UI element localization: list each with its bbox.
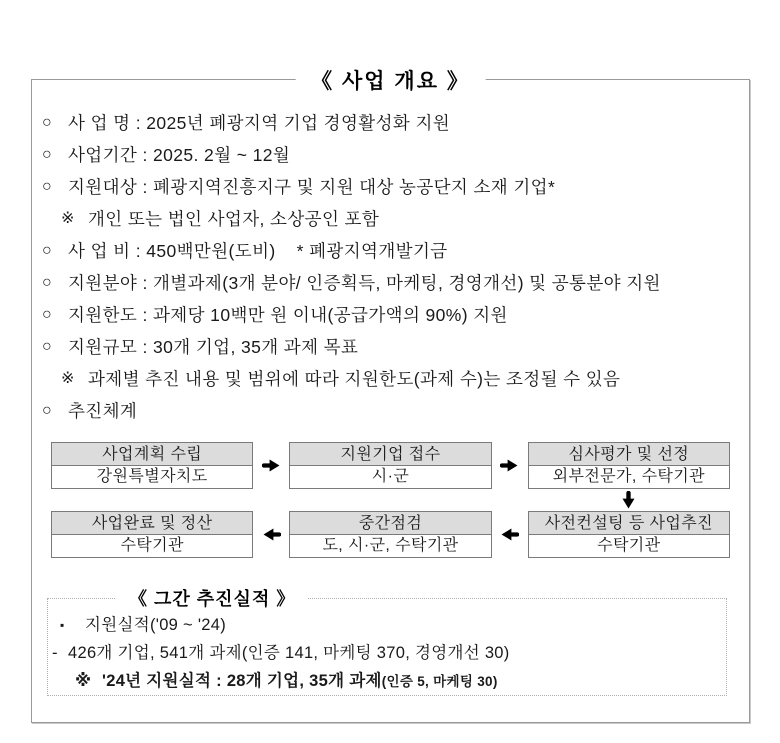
circle-bullet: ○	[42, 242, 53, 259]
flow-step-title: 중간점검	[290, 512, 490, 535]
overview-list	[32, 80, 749, 427]
arrow-left-icon	[492, 527, 528, 542]
flow-step-settle	[51, 511, 253, 558]
overview-frame	[31, 70, 750, 723]
circle-bullet: ○	[42, 338, 53, 355]
flow-step-title: 심사평가 및 선정	[529, 443, 729, 466]
flow-step-actor: 외부전문가, 수탁기관	[552, 468, 706, 485]
flow-step-plan	[51, 442, 253, 489]
arrow-down-icon	[528, 493, 730, 508]
flow-step-midcheck	[289, 511, 491, 558]
history-line	[48, 611, 718, 639]
item-text: 지원분야 : 개별과제(3개 분야/ 인증획득, 마케팅, 경영개선) 및 공통분야 지원	[68, 273, 661, 293]
circle-bullet: ○	[42, 146, 53, 163]
history-box	[47, 589, 727, 696]
list-item	[42, 267, 741, 299]
list-item	[42, 299, 741, 331]
flow-step-actor: 수탁기관	[597, 537, 661, 554]
reference-mark: ※	[75, 672, 92, 690]
list-item	[42, 395, 741, 427]
list-item	[42, 139, 741, 171]
item-text: 과제별 추진 내용 및 범위에 따라 지원한도(과제 수)는 조정될 수 있음	[88, 369, 621, 389]
item-text: 지원대상 : 폐광지역진흥지구 및 지원 대상 농공단지 소재 기업*	[68, 177, 556, 197]
history-text-bold: '24년 지원실적 : 28개 기업, 35개 과제	[102, 672, 382, 690]
square-bullet: ▪	[60, 618, 65, 632]
item-text: 추진체계	[68, 401, 138, 421]
flow-row-1	[51, 442, 730, 489]
process-flowchart	[51, 442, 730, 558]
arrow-left-icon	[253, 527, 289, 542]
history-line	[48, 667, 718, 696]
flow-connector-row	[51, 489, 730, 511]
list-item	[42, 331, 741, 363]
list-subitem	[42, 203, 741, 235]
dash-bullet: -	[52, 644, 58, 662]
history-line	[48, 639, 718, 667]
page-title: 《 사업 개요 》	[295, 65, 486, 95]
list-item	[42, 107, 741, 139]
circle-bullet: ○	[42, 274, 53, 291]
flow-step-actor: 시·군	[371, 468, 410, 485]
history-text: 426개 기업, 541개 과제(인증 141, 마케팅 370, 경영개선 30)	[68, 644, 510, 662]
history-text: 지원실적('09 ~ '24)	[85, 616, 227, 634]
circle-bullet: ○	[42, 306, 53, 323]
arrow-right-icon	[253, 458, 289, 473]
item-text: 사업기간 : 2025. 2월 ~ 12월	[68, 145, 291, 165]
arrow-right-icon	[492, 458, 528, 473]
history-title: 《 그간 추진실적 》	[116, 585, 308, 611]
circle-bullet: ○	[42, 114, 53, 131]
item-text: 사 업 명 : 2025년 폐광지역 기업 경영활성화 지원	[68, 113, 451, 133]
flow-step-apply	[289, 442, 491, 489]
flow-step-title: 사전컨설팅 등 사업추진	[529, 512, 729, 535]
circle-bullet: ○	[42, 402, 53, 419]
reference-mark: ※	[61, 370, 75, 387]
list-item	[42, 171, 741, 203]
flow-step-title: 사업계획 수립	[52, 443, 252, 466]
flow-step-actor: 도, 시·군, 수탁기관	[322, 537, 459, 554]
flow-step-title: 사업완료 및 정산	[52, 512, 252, 535]
flow-row-2	[51, 511, 730, 558]
item-text: 지원규모 : 30개 기업, 35개 과제 목표	[68, 337, 359, 357]
flow-step-actor: 강원특별자치도	[96, 468, 208, 485]
flow-step-actor: 수탁기관	[120, 537, 184, 554]
item-text: 사 업 비 : 450백만원(도비) * 폐광지역개발기금	[68, 241, 448, 261]
flow-step-evaluate	[528, 442, 730, 489]
circle-bullet: ○	[42, 178, 53, 195]
list-item	[42, 235, 741, 267]
history-text-note: (인증 5, 마케팅 30)	[381, 674, 498, 689]
reference-mark: ※	[61, 210, 75, 227]
item-text: 개인 또는 법인 사업자, 소상공인 포함	[88, 209, 380, 229]
flow-step-consult	[528, 511, 730, 558]
list-subitem	[42, 363, 741, 395]
flow-step-title: 지원기업 접수	[290, 443, 490, 466]
item-text: 지원한도 : 과제당 10백만 원 이내(공급가액의 90%) 지원	[68, 305, 508, 325]
